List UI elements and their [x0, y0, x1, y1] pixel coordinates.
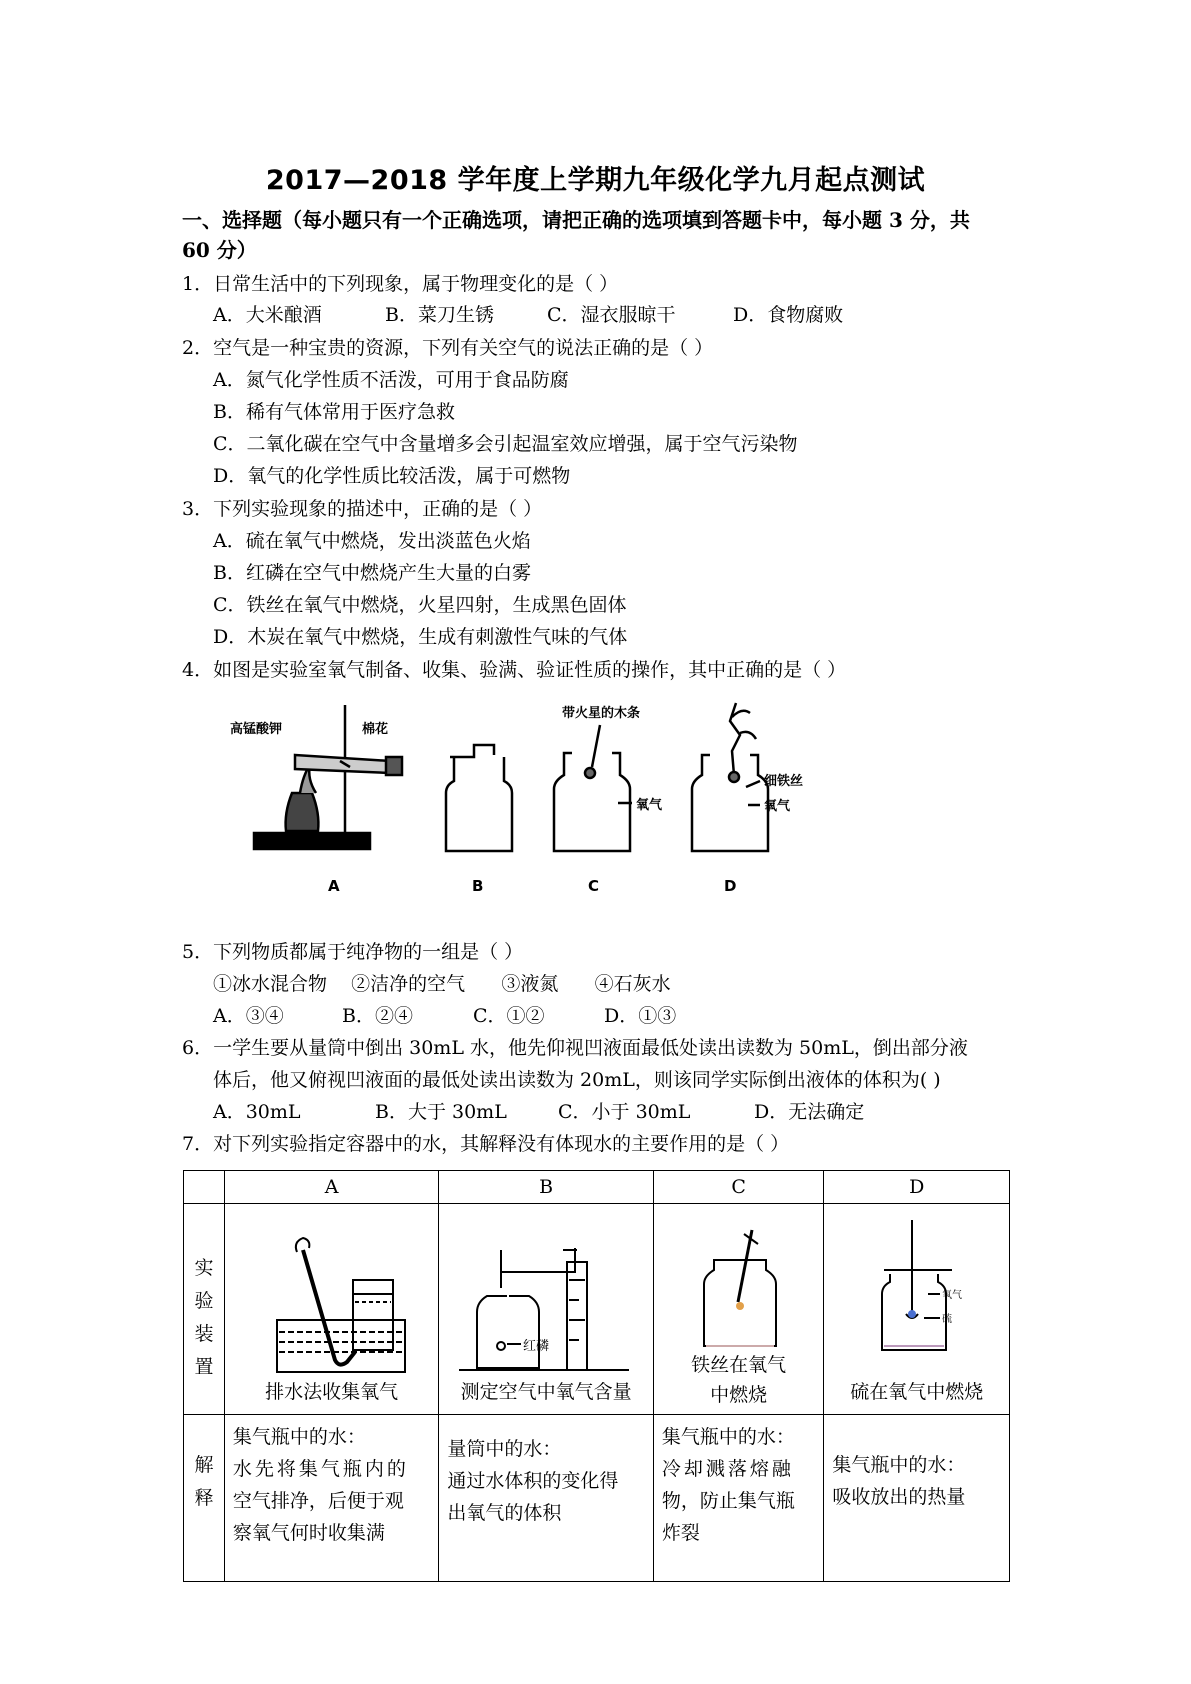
- table-header-b: B: [439, 1171, 653, 1204]
- caption-apparatus-a: 排水法收集氧气: [265, 1381, 399, 1403]
- apparatus-c-figure: [554, 725, 632, 851]
- q4-stem: 4．如图是实验室氧气制备、收集、验满、验证性质的操作，其中正确的是（ ）: [182, 659, 847, 681]
- q1-option-a: A．大米酿酒: [213, 304, 322, 326]
- q6-option-d: D．无法确定: [754, 1101, 865, 1123]
- caption-b: B: [472, 877, 484, 895]
- section-heading-line2: 60 分）: [182, 238, 257, 262]
- row-label-apparatus: 实 验 装 置: [184, 1204, 225, 1415]
- label-iron-wire: 细铁丝: [764, 774, 804, 789]
- label-glowing-stick: 带火星的木条: [562, 706, 641, 721]
- q1-stem: 1．日常生活中的下列现象，属于物理变化的是（ ）: [182, 273, 619, 295]
- q5-option-b: B．②④: [342, 1005, 413, 1027]
- q6-option-a: A．30mL: [213, 1101, 301, 1123]
- q1-option-c: C．湿衣服晾干: [547, 304, 676, 326]
- q2-option-d: D．氧气的化学性质比较活泼，属于可燃物: [213, 465, 571, 487]
- q1-option-b: B．菜刀生锈: [385, 304, 494, 326]
- q6-option-c: C．小于 30mL: [558, 1101, 691, 1123]
- label-oxygen-d: 氧气: [764, 799, 791, 814]
- q5-option-c: C．①②: [473, 1005, 545, 1027]
- oxygen-content-figure: [439, 1210, 653, 1380]
- label-red-phosphorus: 红磷: [523, 1338, 550, 1353]
- table-header-a: A: [224, 1171, 438, 1204]
- caption-c: C: [588, 877, 600, 895]
- q1-option-d: D．食物腐败: [733, 304, 844, 326]
- q2-option-b: B．稀有气体常用于医疗急救: [213, 401, 455, 423]
- explanation-d: 集气瓶中的水： 吸收放出的热量: [824, 1415, 1010, 1582]
- label-oxygen-table: 氧气: [942, 1290, 963, 1301]
- q2-stem: 2．空气是一种宝贵的资源，下列有关空气的说法正确的是（ ）: [182, 337, 714, 359]
- cell-apparatus-d: [824, 1204, 1010, 1415]
- q3-option-d: D．木炭在氧气中燃烧，生成有刺激性气味的气体: [213, 626, 628, 648]
- explanation-c: 集气瓶中的水： 冷却溅落熔融 物，防止集气瓶 炸裂: [653, 1415, 824, 1582]
- q3-stem: 3．下列实验现象的描述中，正确的是（ ）: [182, 498, 543, 520]
- table-corner: [184, 1171, 225, 1204]
- explanation-b: 量筒中的水： 通过水体积的变化得 出氧气的体积: [439, 1415, 653, 1582]
- q7-table: [183, 1170, 1010, 1582]
- row-label-explanation: 解 释: [184, 1415, 225, 1582]
- q5-stem: 5．下列物质都属于纯净物的一组是（ ）: [182, 941, 524, 963]
- iron-wire-combustion-figure: [654, 1210, 824, 1360]
- q3-option-b: B．红磷在空气中燃烧产生大量的白雾: [213, 562, 531, 584]
- drainage-collection-figure: [225, 1210, 439, 1380]
- q6-stem-line2: 体后，他又俯视凹液面的最低处读出读数为 20mL，则该同学实际倒出液体的体积为( ): [213, 1069, 941, 1091]
- apparatus-b-figure: [446, 745, 512, 851]
- caption-apparatus-d: 硫在氧气中燃烧: [850, 1381, 984, 1403]
- apparatus-d-figure: [692, 703, 768, 851]
- q5-items: ①冰水混合物 ②洁净的空气 ③液氮 ④石灰水: [213, 973, 671, 995]
- label-sulfur: 硫: [942, 1314, 953, 1325]
- caption-apparatus-c: 铁丝在氧气 中燃烧: [691, 1354, 787, 1406]
- q5-option-a: A．③④: [213, 1005, 284, 1027]
- cell-apparatus-b: [439, 1204, 653, 1415]
- q2-option-a: A．氮气化学性质不活泼，可用于食品防腐: [213, 369, 569, 391]
- table-header-c: C: [653, 1171, 824, 1204]
- caption-apparatus-b: 测定空气中氧气含量: [460, 1381, 632, 1403]
- sulfur-combustion-figure: [824, 1210, 1009, 1360]
- label-oxygen-c: 氧气: [636, 798, 663, 813]
- label-cotton: 棉花: [362, 722, 389, 737]
- section-heading-line1: 一、选择题（每小题只有一个正确选项，请把正确的选项填到答题卡中，每小题 3 分，共: [182, 208, 970, 232]
- cell-apparatus-a: [224, 1204, 438, 1415]
- explanation-a: 集气瓶中的水： 水先将集气瓶内的 空气排净，后便于观 察氧气何时收集满: [224, 1415, 438, 1582]
- table-header-d: D: [824, 1171, 1010, 1204]
- q6-stem-line1: 6．一学生要从量筒中倒出 30mL 水，他先仰视凹液面最低处读出读数为 50mL，倒出部分液: [182, 1037, 968, 1059]
- q7-stem: 7．对下列实验指定容器中的水，其解释没有体现水的主要作用的是（ ）: [182, 1133, 790, 1155]
- page-title: 2017—2018 学年度上学期九年级化学九月起点测试: [265, 165, 926, 196]
- q6-option-b: B．大于 30mL: [375, 1101, 507, 1123]
- q2-option-c: C．二氧化碳在空气中含量增多会引起温室效应增强，属于空气污染物: [213, 433, 798, 455]
- cell-apparatus-c: [653, 1204, 824, 1415]
- q3-option-c: C．铁丝在氧气中燃烧，火星四射，生成黑色固体: [213, 594, 627, 616]
- q5-option-d: D．①③: [604, 1005, 677, 1027]
- q3-option-a: A．硫在氧气中燃烧，发出淡蓝色火焰: [213, 530, 531, 552]
- caption-d: D: [724, 877, 737, 895]
- q4-figure: [230, 695, 910, 895]
- label-kmno4: 高锰酸钾: [230, 722, 283, 737]
- caption-a: A: [328, 877, 340, 895]
